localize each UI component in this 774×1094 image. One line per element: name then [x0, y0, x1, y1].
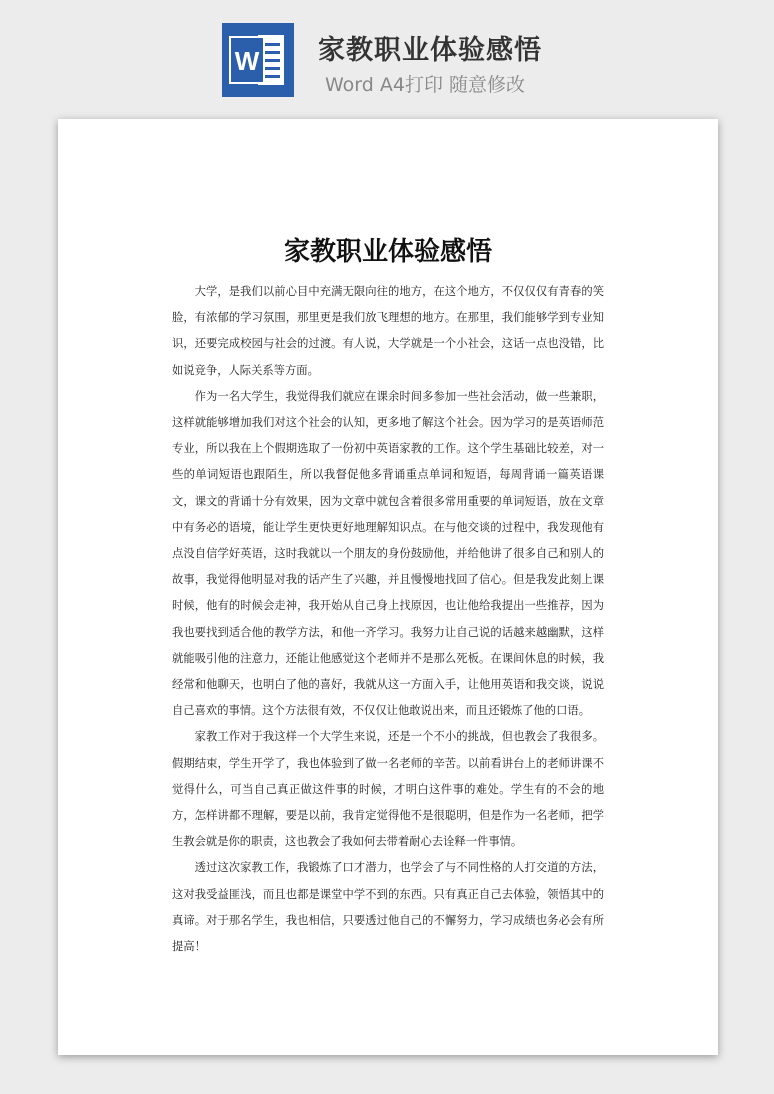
document-title: 家教职业体验感悟 — [283, 237, 492, 267]
header-subtitle: Word A4打印 随意修改 — [325, 74, 526, 96]
paragraph-3: 家教工作对于我这样一个大学生来说，还是一个不小的挑战，但也教会了我很多。假期结束，学生开学了，我也体验到了做一名老师的辛苦。以前看讲台上的老师讲课不觉得什么，可当自己真正做这件事的时候，才明白这件事的难处。学生有的不会的地方，怎样讲都不理解，要是以前，我肯定觉得他不是很聪明，但是作为一名老师，把学生教会就是你的职责，这也教会了我如何去带着耐心去诠释一件事情。 — [172, 730, 604, 849]
header — [0, 0, 774, 110]
paragraph-4: 透过这次家教工作，我锻炼了口才潜力，也学会了与不同性格的人打交道的方法，这对我受益匪浅，而且也都是课堂中学不到的东西。只有真正自己去体验，领悟其中的真谛。对于那名学生，我也相信，只要透过他自己的不懈努力，学习成绩也务必会有所提高！ — [172, 861, 604, 954]
svg-text:W: W — [234, 46, 260, 76]
paragraph-1: 大学，是我们以前心目中充满无限向往的地方，在这个地方，不仅仅仅有青春的笑脸，有浓郁的学习氛围，那里更是我们放飞理想的地方。在那里，我们能够学到专业知识，还要完成校园与社会的过渡。有人说，大学就是一个小社会，这话一点也没错，比如说竞争，人际关系等方面。 — [172, 285, 604, 377]
word-document-icon — [222, 23, 294, 97]
document-body — [172, 279, 604, 960]
header-title: 家教职业体验感悟 — [318, 35, 542, 66]
document-page — [58, 119, 718, 1055]
paragraph-2: 作为一名大学生，我觉得我们就应在课余时间多参加一些社会活动，做一些兼职，这样就能够增加我们对这个社会的认知，更多地了解这个社会。因为学习的是英语师范专业，所以我在上个假期选取了一份初中英语家教的工作。这个学生基础比较差，对一些的单词短语也跟陌生，所以我督促他多背诵重点单词和短语，每周背诵一篇英语课文，课文的背诵十分有效果，因为文章中就包含着很多常用重要的单词短语，放在文章中有务必的语境，能让学生更快更好地理解知识点。在与他交谈的过程中，我发现他有点没自信学好英语，这时我就以一个朋友的身份鼓励他，并给他讲了很多自己和别人的故事，我觉得他明显对我的话产生了兴趣，并且慢慢地找回了信心。但是我发此刻上课时候，他有的时候会走神，我开始从自己身上找原因，也让他给我提出一些推荐，因为我也要找到适合他的教学方法，和他一齐学习。我努力让自己说的话越来越幽默，这样就能吸引他的注意力，还能让他感觉这个老师并不是那么死板。在课间休息的时候，我经常和他聊天，也明白了他的喜好，我就从这一方面入手，让他用英语和我交谈，说说自己喜欢的事情。这个方法很有效，不仅仅让他敢说出来，而且还锻炼了他的口语。 — [172, 389, 604, 718]
